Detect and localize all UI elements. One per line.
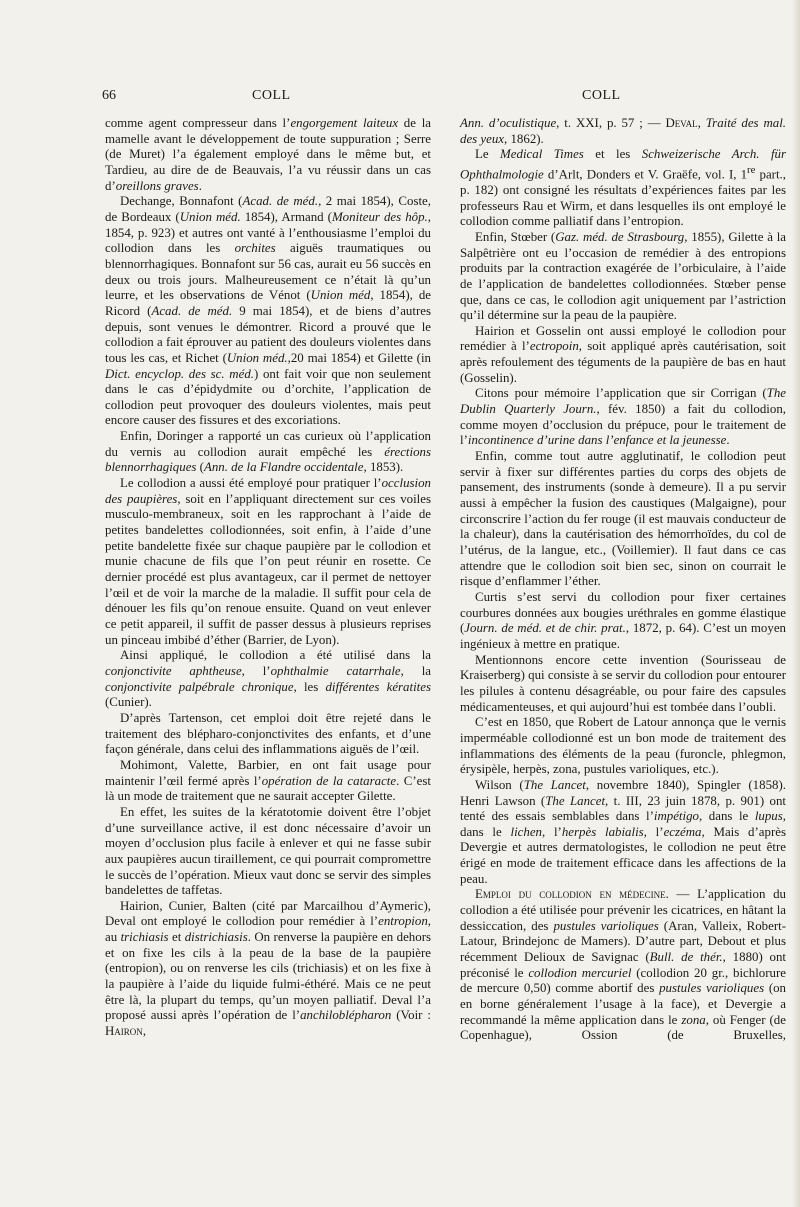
paragraph: Enfin, Stœber (Gaz. méd. de Strasbourg, 1855), Gilette à la Salpêtrière ont eu l’occasion de remédier à des entropions produits par la contraction exagérée de l’orbiculaire, à l’aide de l’application de bandelettes collodionnées. Stœber pense que, dans ce cas, le collodion agit uniquement par l’astriction qu’il détermine sur la peau de la paupière. [460, 229, 787, 323]
paragraph: Mentionnons encore cette invention (Sourisseau de Kraiserberg) qui consiste à se servir du collodion pour entourer les pilules à contenu désagréable, ou pour faire des capsules médicamenteuses, et qui aujourd’hui est tombée dans l’oubli. [460, 652, 786, 714]
paragraph: Le Medical Times et les Schweizerische Arch. für Ophthalmologie d’Arlt, Donders et V. Graëfe, vol. I, 1re part., p. 182) ont consigné les résultats d’expériences faites par les professeurs Rau et Wirm, et dans lesquelles ils ont employé le collodion comme palliatif dans l’entropion. [460, 147, 787, 229]
paragraph: Emploi du collodion en médecine. — L’application du collodion a été utilisée pour prévenir les cicatrices, en hâtant la dessiccation, des pustules varioliques (Aran, Valleix, Robert-Latour, Brindejonc de Mamers). D’autre part, Debout et plus récemment Delioux de Savignac (Bull. de thér., 1880) ont préconisé le collodion mercuriel (collodion 20 gr., bichlorure de mercure 0,50) comme abortif des pustules varioliques (on en borne généralement l’usage à la face), et Devergie a recommandé la même application dans le zona, où Fenger (de Copenhague), Ossion (de Bruxelles, [460, 887, 787, 1043]
paragraph: C’est en 1850, que Robert de Latour annonça que le vernis imperméable collodionné est un bon mode de traitement des inflammations des éléments de la peau (furoncle, phlegmon, érysipèle, herpès, zona, pustules varioliques, etc.). [460, 715, 786, 777]
right-column [460, 116, 786, 1044]
left-column [105, 116, 431, 1040]
paragraph: Enfin, Doringer a rapporté un cas curieux où l’application du vernis au collodion aurait empêché les érections blennorrhagiques (Ann. de la Flandre occidentale, 1853). [105, 429, 431, 475]
page-header [0, 88, 800, 108]
paragraph: Citons pour mémoire l’application que sir Corrigan (The Dublin Quarterly Journ., fév. 1850) a fait du collodion, comme moyen d’occlusion du prépuce, pour le traitement de l’incontinence d’urine dans l’enfance et la jeunesse. [460, 386, 786, 448]
running-head-left: COLL [252, 88, 291, 103]
paragraph: Hairion et Gosselin ont aussi employé le collodion pour remédier à l’ectropoin, soit appliqué après cautérisation, soit après refoulement des téguments de la paupière de bas en haut (Gosselin). [460, 323, 786, 385]
paragraph: Le collodion a aussi été employé pour pratiquer l’occlusion des paupières, soit en l’appliquant directement sur ces voiles musculo-membraneux, soit en les rapprochant à l’aide de petites bandelettes collodionnées, soit enfin, à l’aide d’une petite bandelette fixée sur chaque paupière par le collodion et munie chacune de fils que l’on peut réunir en rosette. Ce dernier procédé est plus avantageux, car il permet de nettoyer l’œil et de voir la marche de la maladie. Il suffit pour cela de dénouer les fils qu’on renoue ensuite. Quand on veut enlever ce petit appareil, il suffit de passer dessus à plusieurs reprises un pinceau imbibé d’éther (Barrier, de Lyon). [105, 476, 431, 647]
paragraph: Hairion, Cunier, Balten (cité par Marcailhou d’Aymeric), Deval ont employé le collodion pour remédier à l’entropion, au trichiasis et districhiasis. On renverse la paupière en dehors et on fixe les cils à la peau de la base de la paupière (entropion), ou on renverse les cils (trichiasis) et on les fixe à la paupière à l’aide du liquide fulmi-éthéré. Mais ce ne peut être là, la plupart du temps, qu’un moyen palliatif. Deval l’a proposé aussi après l’opération de l’anchiloblépharon (Voir : Hairon, [105, 898, 432, 1039]
paragraph: Wilson (The Lancet, novembre 1840), Spingler (1858). Henri Lawson (The Lancet, t. III, 23 juin 1878, p. 901) ont tenté des essais semblables dans l’impétigo, dans le lupus, dans le lichen, l’herpès labialis, l’eczéma, Mais d’après Devergie et autres dermatologistes, le collodion ne peut être érigé en mode de traitement efficace dans les affections de la peau. [460, 777, 786, 886]
page-edge-shadow [792, 0, 800, 1207]
paragraph: comme agent compresseur dans l’engorgement laiteux de la mamelle avant le développement de toute suppuration ; Serre (de Muret) l’a également employé dans le même but, et Tardieu, au dire de de Beauvais, l’a vu réussir dans un cas d’oreillons graves. [105, 116, 432, 193]
paragraph: En effet, les suites de la kératotomie doivent être l’objet d’une surveillance active, il est donc nécessaire d’avoir un moyen d’occlusion plus facile à enlever et qui ne fasse subir aux paupières aucun tiraillement, ce qui pourrait compromettre le succès de l’opération. Mieux vaut donc se servir des simples bandelettes de taffetas. [105, 804, 431, 898]
paragraph: Mohimont, Valette, Barbier, en ont fait usage pour maintenir l’œil fermé après l’opération de la cataracte. C’est là un mode de traitement que ne saurait accepter Gilette. [105, 757, 432, 804]
paragraph: Ann. d’oculistique, t. XXI, p. 57 ; — Deval, Traité des mal. des yeux, 1862). [460, 116, 787, 146]
paragraph: Ainsi appliqué, le collodion a été utilisé dans la conjonctivite aphtheuse, l’ophthalmie catarrhale, la conjonctivite palpébrale chronique, les différentes kératites (Cunier). [105, 648, 431, 710]
paragraph: Curtis s’est servi du collodion pour fixer certaines courbures données aux bougies uréthrales en gomme élastique (Journ. de méd. et de chir. prat., 1872, p. 64). C’est un moyen ingénieux à mettre en pratique. [460, 589, 786, 651]
running-head-right: COLL [582, 88, 621, 103]
paragraph: Dechange, Bonnafont (Acad. de méd., 2 mai 1854), Coste, de Bordeaux (Union méd. 1854), Armand (Moniteur des hôp., 1854, p. 923) et autres ont vanté à l’enthousiasme l’emploi du collodion dans les orchites aiguës traumatiques ou blennorrhagiques. Bonnafont sur 56 cas, aurait eu 56 succès en deux ou trois jours. Malheureusement ce n’était là qu’un leurre, et les observations de Vénot (Union méd, 1854), de Ricord (Acad. de méd. 9 mai 1854), et de biens d’autres depuis, sont venues le démontrer. Ricord a prouvé que le collodion a fait éprouver au patient des douleurs violentes dans tous les cas, et Richet (Union méd.,20 mai 1854) et Gilette (in Dict. encyclop. des sc. méd.) ont fait voir que non seulement dans le cas d’épidydmite ou d’orchite, l’application de collodion peut provoquer des douleurs violentes, mais peut encore causer des fissures et des excoriations. [105, 194, 432, 428]
paragraph: D’après Tartenson, cet emploi doit être rejeté dans le traitement des blépharo-conjonctivites des enfants, et d’une façon générale, dans celui des inflammations aiguës de l’œil. [105, 710, 431, 757]
paragraph: Enfin, comme tout autre agglutinatif, le collodion peut servir à fixer sur différentes parties du corps des objets de pansement, des instruments (sonde à demeure). Il a pu servir aussi à empêcher la fusion des caustiques (Malgaigne), pour circonscrire l’action du fer rouge (il est mauvais conducteur de la chaleur), dans la cautérisation des hémorrhoïdes, du col de l’utérus, de la langue, etc., (Voillemier). Il faut dans ce cas attendre que le collodion soit bien sec, sinon on courrait le risque d’enflammer l’éther. [460, 449, 786, 589]
page-number: 66 [102, 88, 116, 103]
